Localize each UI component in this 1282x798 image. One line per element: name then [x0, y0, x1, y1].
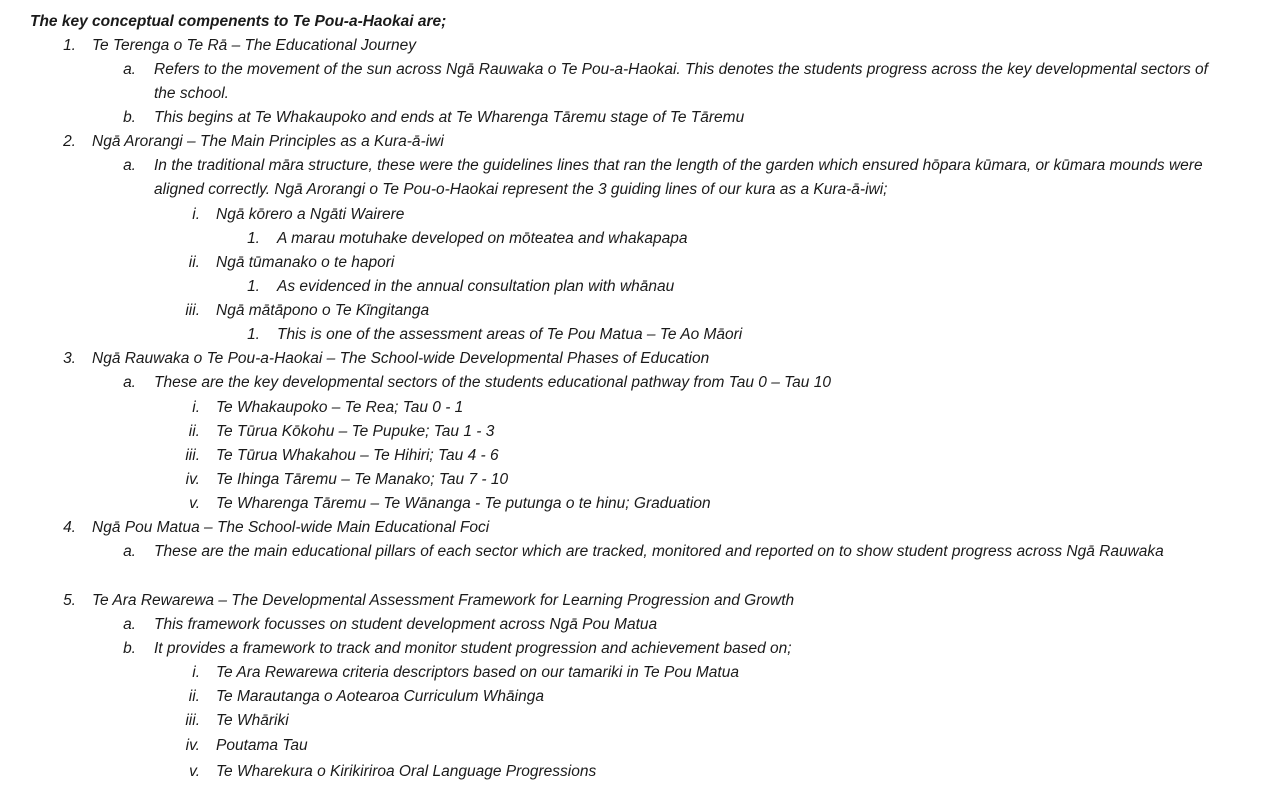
list-item [0, 468, 1282, 492]
list-item [0, 106, 1282, 130]
list-text: Ngā Pou Matua – The School-wide Main Educational Foci [92, 519, 490, 536]
list-number: iii. [185, 302, 200, 319]
list-number: 1. [247, 326, 260, 343]
list-number: 2. [63, 133, 76, 150]
list-number: 5. [63, 592, 76, 609]
list-item [0, 760, 1282, 784]
list-item [0, 685, 1282, 709]
list-number: v. [189, 763, 200, 780]
list-item [0, 58, 1282, 106]
list-number: 1. [247, 278, 260, 295]
list-number: a. [123, 374, 136, 391]
list-text: Te Tūrua Kōkohu – Te Pupuke; Tau 1 - 3 [216, 423, 495, 440]
list-number: b. [123, 640, 136, 657]
list-item [0, 420, 1282, 444]
list-number: a. [123, 157, 136, 174]
list-text: Te Ara Rewarewa criteria descriptors based on our tamariki in Te Pou Matua [216, 664, 739, 681]
list-item [0, 734, 1282, 758]
list-text: Ngā mātāpono o Te Kīngitanga [216, 302, 430, 319]
list-item [0, 371, 1282, 395]
list-text: A marau motuhake developed on mōteatea and whakapapa [277, 230, 688, 247]
list-item [0, 589, 1282, 613]
list-text: This framework focusses on student development across Ngā Pou Matua [154, 616, 658, 633]
list-text: These are the key developmental sectors of the students educational pathway from Tau 0 – Tau 10 [154, 374, 831, 391]
list-text: Refers to the movement of the sun across Ngā Rauwaka o Te Pou-a-Haokai. This denotes the students progress across the key developmental sectors of the school. [154, 61, 1208, 102]
list-text: Te Whāriki [216, 712, 289, 729]
list-item [0, 613, 1282, 637]
list-text: As evidenced in the annual consultation plan with whānau [277, 278, 675, 295]
list-item [0, 540, 1282, 588]
list-text: Te Terenga o Te Rā – The Educational Journey [92, 37, 417, 54]
list-item [0, 130, 1282, 154]
list-text: Poutama Tau [216, 737, 308, 754]
list-text: Ngā Rauwaka o Te Pou-a-Haokai – The School-wide Developmental Phases of Education [92, 350, 710, 367]
list-item [0, 709, 1282, 733]
list-item [0, 251, 1282, 275]
list-text: Te Marautanga o Aotearoa Curriculum Whāinga [216, 688, 544, 705]
list-text: Ngā tūmanako o te hapori [216, 254, 395, 271]
list-text: Te Wharekura o Kirikiriroa Oral Language Progressions [216, 763, 597, 780]
list-number: ii. [188, 688, 200, 705]
list-number: i. [192, 399, 200, 416]
list-text: Te Tūrua Whakahou – Te Hihiri; Tau 4 - 6 [216, 447, 499, 464]
list-number: iv. [185, 737, 200, 754]
list-item [0, 396, 1282, 420]
list-number: v. [189, 495, 200, 512]
list-text: It provides a framework to track and monitor student progression and achievement based on; [154, 640, 792, 657]
list-item [0, 203, 1282, 227]
list-number: 3. [63, 350, 76, 367]
list-item [0, 661, 1282, 685]
list-number: iv. [185, 471, 200, 488]
list-number: a. [123, 616, 136, 633]
list-text: Te Ihinga Tāremu – Te Manako; Tau 7 - 10 [216, 471, 509, 488]
list-item [0, 154, 1282, 202]
list-item [0, 347, 1282, 371]
list-number: b. [123, 109, 136, 126]
list-item [0, 637, 1282, 661]
list-item [0, 444, 1282, 468]
list-text: Te Whakaupoko – Te Rea; Tau 0 - 1 [216, 399, 464, 416]
list-number: 1. [63, 37, 76, 54]
list-text: Ngā kōrero a Ngāti Wairere [216, 206, 405, 223]
list-text: Ngā Arorangi – The Main Principles as a Kura-ā-iwi [92, 133, 444, 150]
list-text: This begins at Te Whakaupoko and ends at Te Wharenga Tāremu stage of Te Tāremu [154, 109, 745, 126]
list-number: ii. [188, 423, 200, 440]
list-item [0, 323, 1282, 347]
list-number: i. [192, 664, 200, 681]
list-item [0, 516, 1282, 540]
list-number: 4. [63, 519, 76, 536]
list-number: ii. [188, 254, 200, 271]
list-number: 1. [247, 230, 260, 247]
document-heading: The key conceptual compenents to Te Pou-a-Haokai are; [30, 13, 447, 30]
list-text: Te Ara Rewarewa – The Developmental Assessment Framework for Learning Progression and Growth [92, 592, 795, 609]
list-item [0, 34, 1282, 58]
list-number: i. [192, 206, 200, 223]
list-item [0, 299, 1282, 323]
list-text: Te Wharenga Tāremu – Te Wānanga - Te putunga o te hinu; Graduation [216, 495, 711, 512]
list-number: iii. [185, 712, 200, 729]
list-text: This is one of the assessment areas of Te Pou Matua – Te Ao Māori [277, 326, 743, 343]
list-item [0, 275, 1282, 299]
list-item [0, 492, 1282, 516]
list-text: These are the main educational pillars of each sector which are tracked, monitored and reported on to show student progress across Ngā Rauwaka [154, 543, 1164, 560]
list-number: a. [123, 61, 136, 78]
list-number: a. [123, 543, 136, 560]
list-text: In the traditional māra structure, these were the guidelines lines that ran the length of the garden which ensured hōpara kūmara, or kūmara mounds were aligned correctly. Ngā Arorangi o Te Pou-o-Haokai represent the 3 guiding lines of our kura as a Kura-ā-iwi; [154, 157, 1203, 198]
list-item [0, 227, 1282, 251]
list-number: iii. [185, 447, 200, 464]
